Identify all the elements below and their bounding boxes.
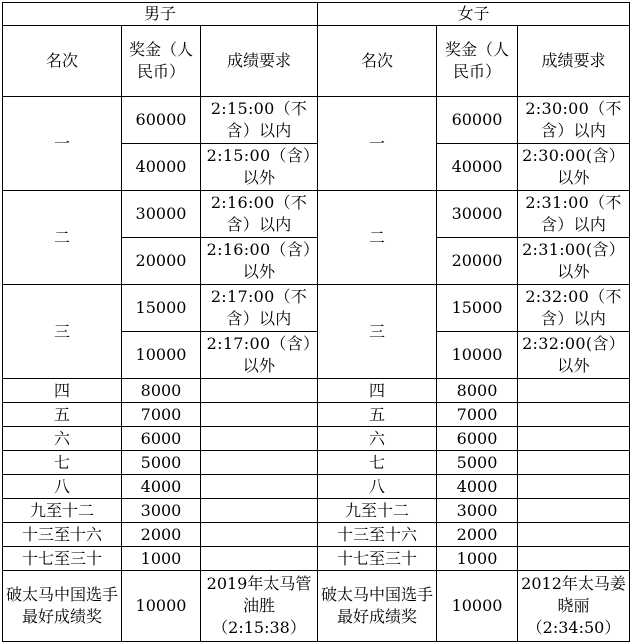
men-prize-cell: 40000	[122, 144, 201, 191]
women-prize-cell: 10000	[437, 332, 518, 379]
men-prize-cell: 15000	[122, 285, 201, 332]
men-req-cell: 2:15:00（含）以外	[201, 144, 318, 191]
men-rank-cell: 一	[3, 97, 122, 191]
women-rank-header: 名次	[318, 26, 437, 97]
men-req-cell	[201, 427, 318, 451]
men-req-cell	[201, 379, 318, 403]
women-rank-cell: 一	[318, 97, 437, 191]
women-rank-cell: 五	[318, 403, 437, 427]
women-req-cell: 2:31:00(含）以外	[518, 238, 630, 285]
men-req-cell	[201, 547, 318, 571]
men-prize-header: 奖金（人民币）	[122, 26, 201, 97]
men-prize-cell: 1000	[122, 547, 201, 571]
women-rank-cell: 十三至十六	[318, 523, 437, 547]
men-prize-cell: 2000	[122, 523, 201, 547]
men-req-cell: 2:16:00（不含）以内	[201, 191, 318, 238]
women-rank-cell: 八	[318, 475, 437, 499]
men-prize-cell: 60000	[122, 97, 201, 144]
men-record-prize-cell: 10000	[122, 571, 201, 642]
men-prize-cell: 10000	[122, 332, 201, 379]
men-rank-cell: 七	[3, 451, 122, 475]
women-prize-cell: 2000	[437, 523, 518, 547]
women-req-cell	[518, 379, 630, 403]
women-prize-cell: 30000	[437, 191, 518, 238]
men-rank-cell: 五	[3, 403, 122, 427]
women-rank-cell: 九至十二	[318, 499, 437, 523]
men-req-cell	[201, 499, 318, 523]
women-req-cell: 2:31:00（不含）以内	[518, 191, 630, 238]
men-req-cell	[201, 523, 318, 547]
men-prize-cell: 6000	[122, 427, 201, 451]
women-prize-cell: 4000	[437, 475, 518, 499]
women-req-cell	[518, 427, 630, 451]
women-req-cell: 2:30:00(含）以外	[518, 144, 630, 191]
women-prize-cell: 20000	[437, 238, 518, 285]
women-rank-cell: 四	[318, 379, 437, 403]
men-prize-cell: 5000	[122, 451, 201, 475]
men-rank-cell: 六	[3, 427, 122, 451]
men-prize-cell: 4000	[122, 475, 201, 499]
men-req-cell	[201, 451, 318, 475]
men-rank-cell: 八	[3, 475, 122, 499]
women-prize-cell: 3000	[437, 499, 518, 523]
men-prize-cell: 7000	[122, 403, 201, 427]
women-req-cell	[518, 403, 630, 427]
women-rank-cell: 二	[318, 191, 437, 285]
men-req-cell	[201, 403, 318, 427]
women-group-header: 女子	[318, 3, 630, 26]
men-rank-cell: 九至十二	[3, 499, 122, 523]
women-req-cell: 2:32:00（不含）以内	[518, 285, 630, 332]
men-req-cell: 2:15:00（不含）以内	[201, 97, 318, 144]
women-req-cell: 2:30:00（不含）以内	[518, 97, 630, 144]
women-req-cell	[518, 475, 630, 499]
men-rank-cell: 十七至三十	[3, 547, 122, 571]
men-req-cell	[201, 475, 318, 499]
men-rank-cell: 十三至十六	[3, 523, 122, 547]
women-req-cell	[518, 499, 630, 523]
women-rank-cell: 六	[318, 427, 437, 451]
women-prize-cell: 1000	[437, 547, 518, 571]
men-req-cell: 2:16:00（含）以外	[201, 238, 318, 285]
men-rank-cell: 二	[3, 191, 122, 285]
women-rank-cell: 十七至三十	[318, 547, 437, 571]
women-prize-cell: 8000	[437, 379, 518, 403]
men-req-header: 成绩要求	[201, 26, 318, 97]
men-req-cell: 2:17:00（不含）以内	[201, 285, 318, 332]
prize-table	[2, 2, 630, 642]
men-prize-cell: 3000	[122, 499, 201, 523]
men-prize-cell: 30000	[122, 191, 201, 238]
women-req-cell	[518, 451, 630, 475]
women-req-cell	[518, 523, 630, 547]
men-record-req-cell: 2019年太马管油胜（2:15:38）	[201, 571, 318, 642]
men-rank-header: 名次	[3, 26, 122, 97]
men-rank-cell: 三	[3, 285, 122, 379]
women-prize-header: 奖金（人民币）	[437, 26, 518, 97]
women-prize-cell: 15000	[437, 285, 518, 332]
women-req-cell	[518, 547, 630, 571]
women-record-prize-cell: 10000	[437, 571, 518, 642]
men-group-header: 男子	[3, 3, 318, 26]
men-req-cell: 2:17:00（含）以外	[201, 332, 318, 379]
women-prize-cell: 5000	[437, 451, 518, 475]
women-prize-cell: 6000	[437, 427, 518, 451]
women-req-header: 成绩要求	[518, 26, 630, 97]
women-rank-cell: 七	[318, 451, 437, 475]
women-record-rank-cell: 破太马中国选手最好成绩奖	[318, 571, 437, 642]
men-rank-cell: 四	[3, 379, 122, 403]
men-prize-cell: 20000	[122, 238, 201, 285]
women-req-cell: 2:32:00(含）以外	[518, 332, 630, 379]
men-prize-cell: 8000	[122, 379, 201, 403]
women-rank-cell: 三	[318, 285, 437, 379]
men-record-rank-cell: 破太马中国选手最好成绩奖	[3, 571, 122, 642]
women-prize-cell: 60000	[437, 97, 518, 144]
women-record-req-cell: 2012年太马姜晓丽（2:34:50）	[518, 571, 630, 642]
women-prize-cell: 40000	[437, 144, 518, 191]
women-prize-cell: 7000	[437, 403, 518, 427]
